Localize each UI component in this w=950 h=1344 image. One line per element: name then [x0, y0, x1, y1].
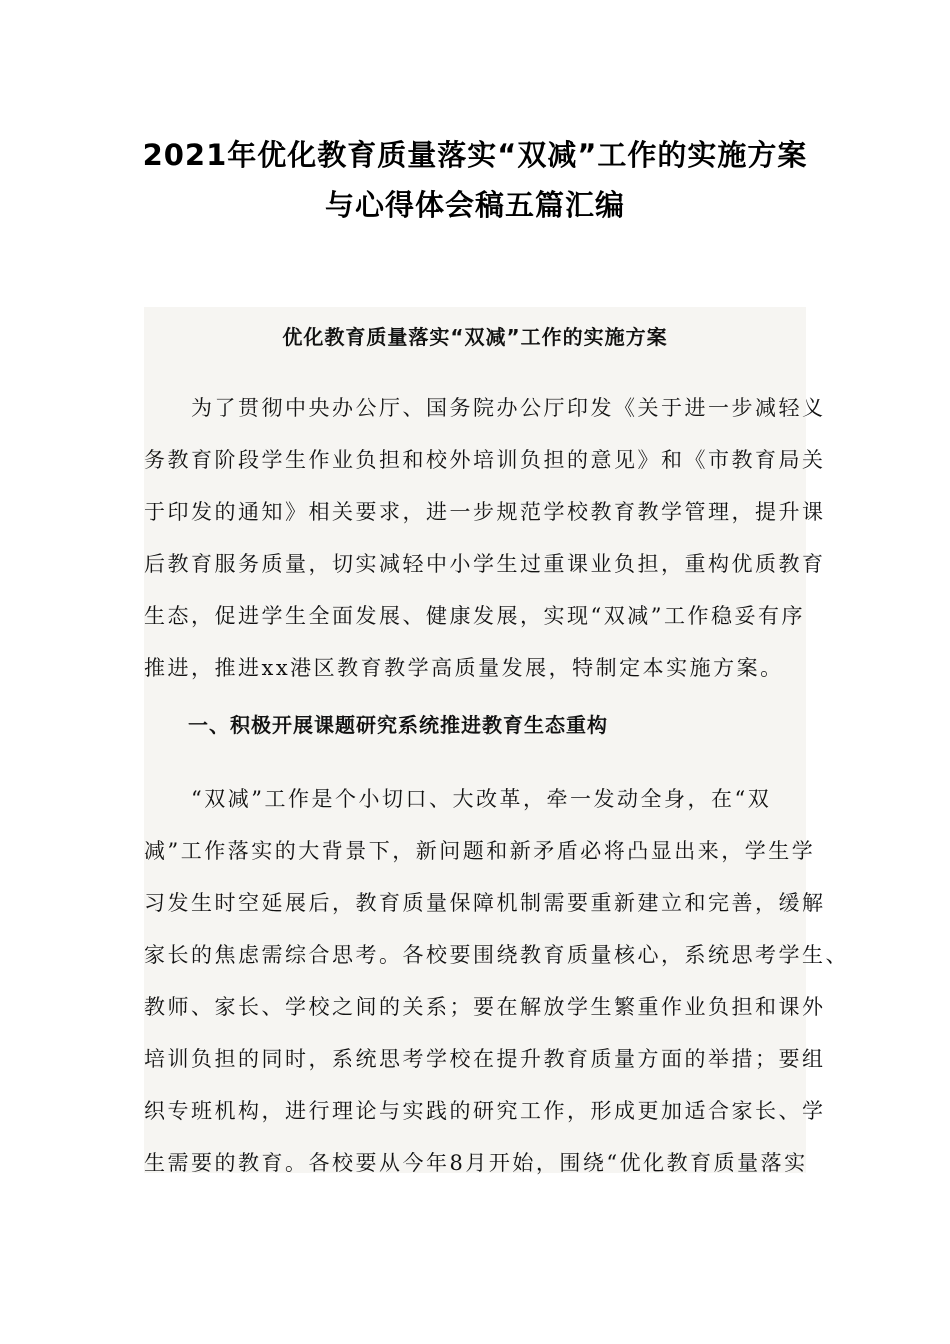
paragraph-line: 织专班机构，进行理论与实践的研究工作，形成更加适合家长、学: [144, 1099, 826, 1123]
paragraph-line: “双减”工作是个小切口、大改革，牵一发动全身，在“双: [144, 787, 772, 811]
paragraph-line: 家长的焦虑需综合思考。各校要围绕教育质量核心，系统思考学生、: [144, 943, 849, 967]
paragraph-line: 生需要的教育。各校要从今年8月开始，围绕“优化教育质量落实: [144, 1151, 808, 1175]
paragraph-line: 教师、家长、学校之间的关系；要在解放学生繁重作业负担和课外: [144, 995, 826, 1019]
document-title-line-1: 2021年优化教育质量落实“双减”工作的实施方案: [142, 138, 808, 172]
paragraph-line: 于印发的通知》相关要求，进一步规范学校教育教学管理，提升课: [144, 500, 826, 524]
paragraph-line: 务教育阶段学生作业负担和校外培训负担的意见》和《市教育局关: [144, 448, 826, 472]
paragraph-line: 培训负担的同时，系统思考学校在提升教育质量方面的举措；要组: [144, 1047, 826, 1071]
paragraph-intro: [144, 382, 826, 694]
paragraph-line: 生态，促进学生全面发展、健康发展，实现“双减”工作稳妥有序: [144, 604, 805, 628]
paragraph-line: 推进，推进xx港区教育教学高质量发展，特制定本实施方案。: [144, 656, 784, 680]
section-title: 优化教育质量落实“双减”工作的实施方案: [282, 325, 668, 349]
paragraph-line: 为了贯彻中央办公厅、国务院办公厅印发《关于进一步减轻义: [144, 396, 826, 420]
document-title-line-2: 与心得体会稿五篇汇编: [324, 188, 625, 222]
paragraph-section-1: [144, 773, 849, 1189]
paragraph-line: 后教育服务质量，切实减轻中小学生过重课业负担，重构优质教育: [144, 552, 826, 576]
heading-section-1: 一、积极开展课题研究系统推进教育生态重构: [188, 713, 608, 737]
paragraph-line: 减”工作落实的大背景下，新问题和新矛盾必将凸显出来，学生学: [144, 839, 816, 863]
document-body: [144, 307, 849, 1175]
paragraph-line: 习发生时空延展后，教育质量保障机制需要重新建立和完善，缓解: [144, 891, 826, 915]
